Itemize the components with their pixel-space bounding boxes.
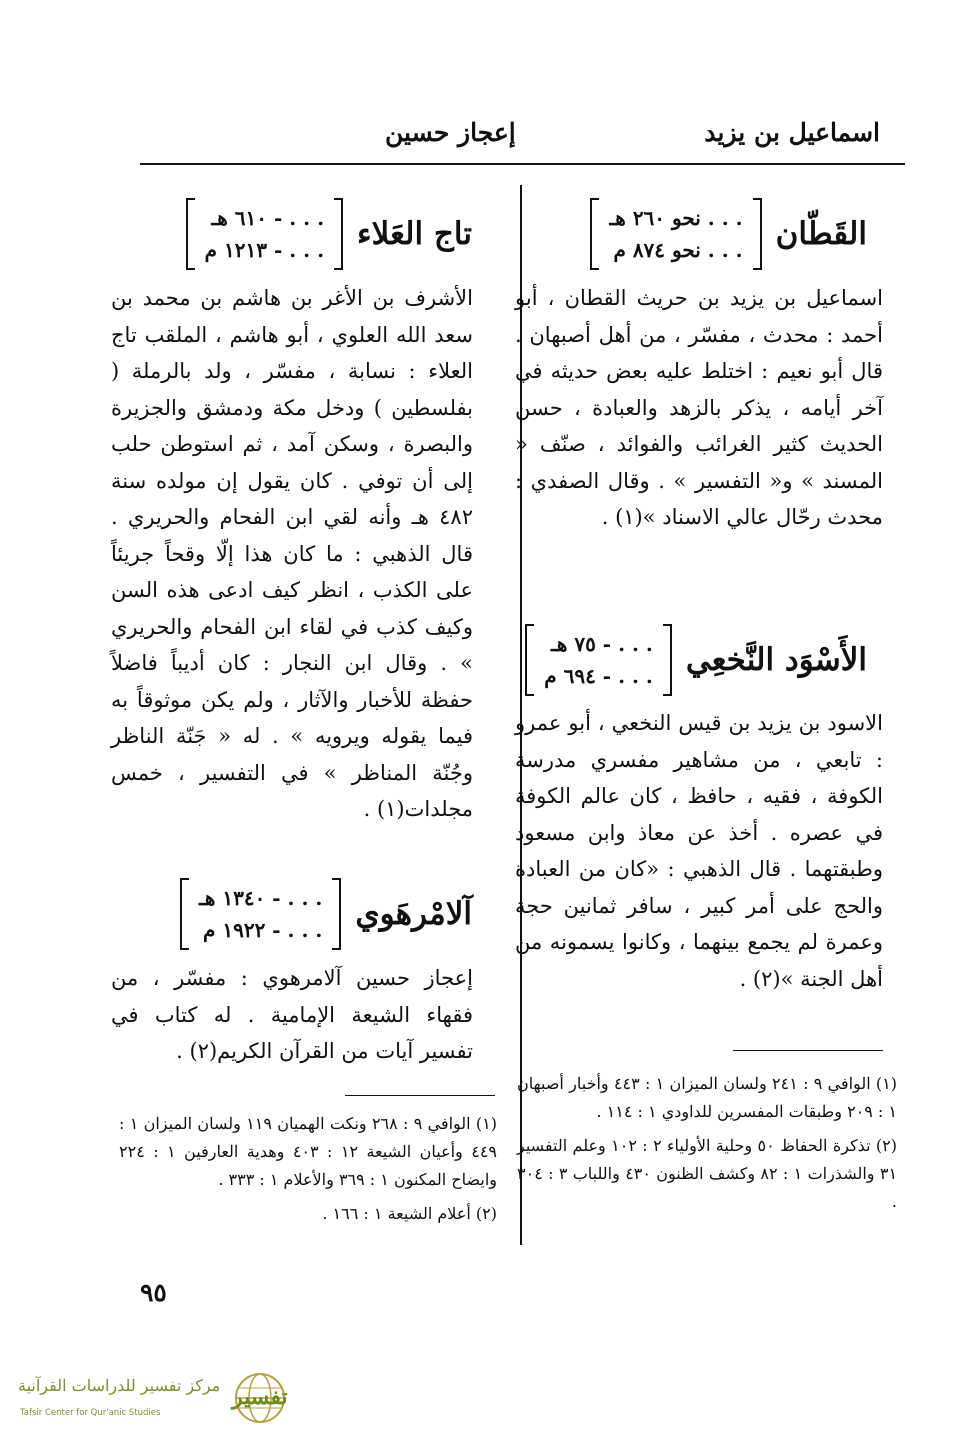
date-bracket [525,624,672,696]
date-hijri: . . . - ١٣٤٠ هـ [198,886,323,910]
logo-latin-name: Tafsir Center for Qur'anic Studies [20,1408,161,1418]
footnotes-left [119,1110,497,1228]
footnote: (١) الوافي ٩ : ٢٦٨ ونكت الهميان ١١٩ ولسان الميزان ١ : ٤٤٩ وأعيان الشيعة ١٢ : ٤٠٣ وهدية العارفين ١ : ٢٢٤ وايضاح المكنون ١ : ٣٦٩ والأعلام ١ : ٣٣٣ . [119,1114,498,1189]
entry-header-qattan [590,198,867,270]
running-header-left: إعجاز حسين [385,118,516,147]
entry-header-amrohawi [180,878,472,950]
entry-name: آلامْرهَوي [355,896,472,932]
date-hijri: . . . نحو ٢٦٠ هـ [609,206,743,230]
date-bracket [180,878,341,950]
footnotes-right [517,1070,897,1216]
footnote: (٢) أعلام الشيعة ١ : ١٦٦ . [322,1204,497,1223]
entry-body-aswad: الاسود بن يزيد بن قيس النخعي ، أبو عمرو : تابعي ، من مشاهير مفسري مدرسة الكوفة ، فقيه ، حافظ ، كان عالم الكوفة في عصره . أخذ عن معاذ وابن مسعود وطبقتهما . قال الذهبي : «كان من العبادة والحج على أمر كبير ، سافر ثمانين حجة وعمرة لم يجمع بينهما ، وكانوا يسمونه من أهل الجنة »(٢) . [515,711,883,991]
footnote: (١) الوافي ٩ : ٢٤١ ولسان الميزان ١ : ٤٤٣ وأخبار أصبهان ١ : ٢٠٩ وطبقات المفسرين للداودي ١ : ١١٤ . [517,1074,898,1121]
date-range [195,198,334,270]
entry-name: القَطّان [775,216,867,252]
date-range [534,624,663,696]
date-gregorian: . . . - ١٩٢٢ م [202,918,323,942]
entry-header-taj-alala [186,198,472,270]
date-gregorian: . . . نحو ٨٧٤ م [613,238,743,262]
page-number: ٩٥ [140,1278,167,1307]
footnote-rule [345,1095,495,1096]
date-range [599,198,752,270]
date-gregorian: . . . - ١٢١٣ م [204,238,325,262]
header-rule [140,163,905,165]
footnote-rule [733,1050,883,1051]
entry-body-taj-alala: الأشرف بن الأغر بن هاشم بن محمد بن سعد الله العلوي ، أبو هاشم ، الملقب تاج العلاء : نسابة ، مفسّر ، ولد بالرملة ( بفلسطين ) ودخل مكة ودمشق والجزيرة والبصرة ، وسكن آمد ، ثم استوطن حلب إلى أن توفي . كان يقول إن مولده سنة ٤٨٢ هـ وأنه لقي ابن الفحام والحريري . قال الذهبي : ما كان هذا إلّا وقحاً جريئاً على الكذب ، انظر كيف ادعى هذه السن وكيف كذب في لقاء ابن الفحام والحريري » . وقال ابن النجار : كان أديباً فاضلاً حفظة للأخبار والآثار ، ولم يكن موثوقاً به فيما يقوله ويرويه » . له « جَنّة الناظر وجُنّة المناظر » في التفسير ، خمس مجلدات(١) . [111,286,473,821]
logo-arabic-mark: تفسير [232,1384,288,1410]
entry-body-amrohawi: إعجاز حسين آلامرهوي : مفسّر ، من فقهاء الشيعة الإمامية . له كتاب في تفسير آيات من القرآن الكريم(٢) . [111,966,473,1063]
entry-body-qattan: اسماعيل بن يزيد بن حريث القطان ، أبو أحمد : محدث ، مفسّر ، من أهل أصبهان . قال أبو نعيم : اختلط عليه بعض حديثه في آخر أيامه ، يذكر بالزهد والعبادة ، حسن الحديث كثير الغرائب والفوائد ، صنّف « المسند » و« التفسير » . وقال الصفدي : محدث رحّال عالي الاسناد »(١) . [515,286,883,529]
entry-header-aswad [525,624,867,696]
tafsir-center-logo [10,1370,290,1430]
entry-name: الأَسْوَد النَّخعِي [685,642,867,678]
entry-name: تاج العَلاء [357,216,472,252]
footnote: (٢) تذكرة الحفاظ ٥٠ وحلية الأولياء ٢ : ١٠٢ وعلم التفسير ٣١ والشذرات ١ : ٨٢ وكشف الظنون ٤٣٠ واللباب ٣ : ٣٠٤ . [517,1136,898,1211]
date-hijri: . . . - ٧٥ هـ [550,632,653,656]
date-range [189,878,332,950]
date-gregorian: . . . - ٦٩٤ م [544,664,653,688]
running-header-right: اسماعيل بن يزيد [704,118,880,147]
date-bracket [590,198,761,270]
date-bracket [186,198,343,270]
date-hijri: . . . - ٦١٠ هـ [211,206,325,230]
logo-center-name: مركز تفسير للدراسات القرآنية [18,1376,221,1395]
